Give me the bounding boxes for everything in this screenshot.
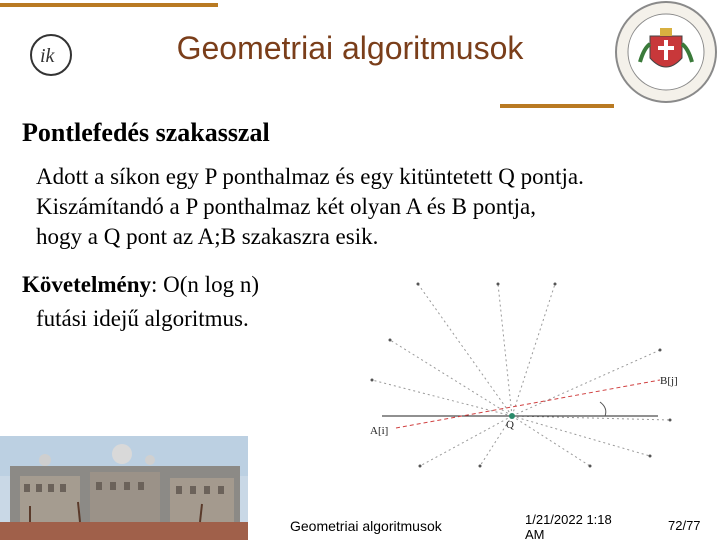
requirement-line — [22, 272, 259, 298]
university-seal-icon — [614, 0, 718, 104]
paragraph-line: Kiszámítandó a P ponthalmaz két olyan A és B pontja, — [36, 194, 536, 219]
b-label: B[j] — [660, 375, 678, 387]
seal-accent-bar — [500, 104, 614, 108]
footer-date — [525, 512, 612, 542]
footer-date-line2: AM — [525, 527, 545, 542]
q-label: Q — [506, 419, 514, 431]
paragraph-line: Adott a síkon egy P ponthalmaz és egy kitüntetett Q pontja. — [36, 164, 584, 189]
requirement-line-2: futási idejű algoritmus. — [36, 306, 249, 331]
building-photo — [0, 436, 248, 540]
section-heading: Pontlefedés szakasszal — [22, 118, 270, 147]
problem-paragraph — [36, 162, 716, 252]
page-title: Geometriai algoritmusok — [176, 30, 524, 66]
page-number: 72/77 — [668, 518, 701, 533]
footer-title: Geometriai algoritmusok — [290, 518, 442, 534]
top-accent-bar — [0, 3, 218, 7]
a-label: A[i] — [370, 425, 389, 437]
ik-logo-icon — [28, 32, 74, 78]
point-cover-figure — [360, 270, 680, 470]
paragraph-line: hogy a Q pont az A;B szakaszra esik. — [36, 224, 379, 249]
requirement-text: : O(n log n) — [151, 272, 259, 297]
footer-date-line1: 1/21/2022 1:18 — [525, 512, 612, 527]
ik-logo-text: ik — [40, 45, 55, 67]
requirement-label: Követelmény — [22, 272, 152, 297]
